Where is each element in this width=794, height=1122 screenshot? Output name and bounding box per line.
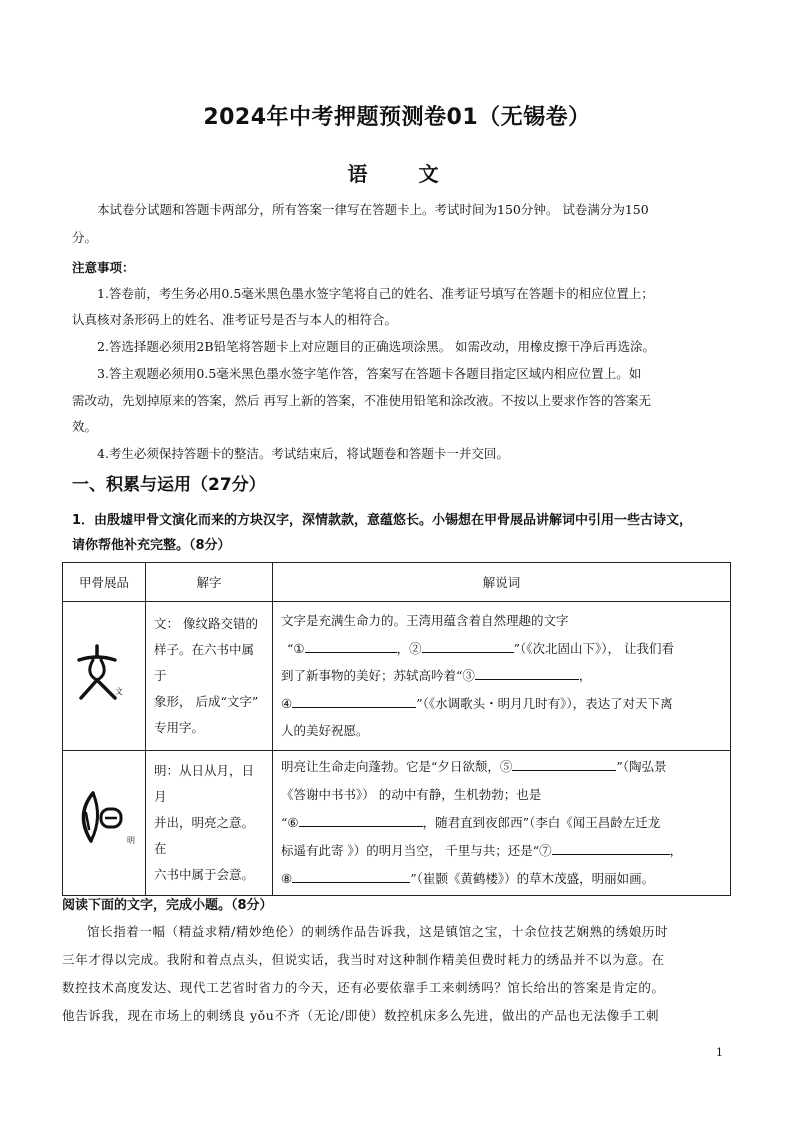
notice-item-3b: 需改动，先划掉原来的答案，然后 再写上新的答案，不准使用铅笔和涂改液。不按以上要求作答的答案无 <box>72 393 651 408</box>
question-1 <box>72 508 732 558</box>
commentary-text: ”（《次北固山下》）， 让我们看 <box>513 640 674 656</box>
commentary-line <box>281 809 722 837</box>
notice-heading: 注意事项： <box>72 260 135 275</box>
commentary-text: ”（《水调歌头・明月几时有》），表达了对天下离 <box>416 695 673 711</box>
notice-item-1b: 认真核对条形码上的姓名、准考证号是否与本人的相符合。 <box>72 312 398 327</box>
passage-line: 三年才得以完成。我附和着点点头，但说实话，我当时对这种制作精美但费时耗力的绣品并不以为意。在 <box>62 952 665 967</box>
page-number: 1 <box>716 1046 723 1059</box>
commentary-line: 《答谢中书书》） 的动中有静，生机勃勃；也是 <box>281 787 542 802</box>
glyph-label-wen: 文 <box>115 687 123 696</box>
analysis-line: 象形， 后成“文字” <box>154 694 259 709</box>
notice-item-4: 4.考生必须保持答题卡的整洁。考试结束后，将试题卷和答题卡一并交回。 <box>97 446 509 461</box>
analysis-line: 样子。在六书中属于 <box>154 642 255 683</box>
reading-heading: 阅读下面的文字，完成小题。（8分） <box>62 898 273 913</box>
commentary-text: ，② <box>396 640 422 656</box>
commentary-line <box>281 837 722 865</box>
commentary-line <box>281 753 722 781</box>
analysis-line: 并出，明亮之意。在 <box>154 815 255 856</box>
analysis-cell-wen <box>146 602 273 751</box>
analysis-cell-ming <box>146 751 273 896</box>
fill-blank-5[interactable] <box>512 756 616 771</box>
commentary-line: 人的美好祝愿。 <box>281 723 369 739</box>
section-heading: 一、积累与运用（27分） <box>72 475 266 495</box>
fill-blank-1[interactable] <box>305 638 397 653</box>
commentary-line <box>281 635 722 663</box>
page-title: 2024年中考押题预测卷01（无锡卷） <box>203 105 591 130</box>
subject-heading: 语 文 <box>347 162 461 186</box>
commentary-text: ， <box>669 843 683 858</box>
notice-item-2: 2.答选择题必须用2B铅笔将答题卡上对应题目的正确选项涂黑。 如需改动，用橡皮擦干净后再选涂。 <box>97 339 656 354</box>
fill-blank-7[interactable] <box>552 840 670 855</box>
fill-blank-2[interactable] <box>422 638 514 653</box>
question-1-line-2: 请你帮他补充完整。（8分） <box>72 538 231 553</box>
commentary-text: ， <box>578 668 592 684</box>
analysis-line: 专用字。 <box>154 720 205 735</box>
notice-item-3c: 效。 <box>72 419 98 434</box>
fill-blank-3[interactable] <box>475 665 579 680</box>
commentary-line <box>281 865 722 893</box>
reading-passage <box>62 918 732 1030</box>
commentary-cell-wen <box>273 602 731 751</box>
glyph-cell-ming <box>63 751 146 896</box>
oracle-glyph-ming-image <box>73 789 129 845</box>
question-1-line-1: 1．由殷墟甲骨文演化而来的方块汉字，深情款款，意蕴悠长。小锡想在甲骨展品讲解词中引用一些古诗文， <box>72 513 693 528</box>
passage-line: 数控技术高度发达、现代工艺省时省力的今天，还有必要依靠手工来刺绣吗？馆长给出的答案是肯定的。 <box>62 980 665 995</box>
fill-blank-6[interactable] <box>299 812 423 827</box>
intro-line-1: 本试卷分试题和答题卡两部分，所有答案一律写在答题卡上。考试时间为150分钟。 试卷满分为150 <box>97 202 649 217</box>
commentary-text: “① <box>287 640 305 656</box>
commentary-text: ⑧ <box>281 871 293 886</box>
table-header-row <box>63 563 731 602</box>
commentary-text: ”（崔颢《黄鹤楼》）的草木茂盛，明丽如画。 <box>410 871 655 886</box>
commentary-text: “⑥ <box>281 815 299 830</box>
table-header-cell: 解说词 <box>273 563 731 602</box>
commentary-line: 文字是充满生命力的。王湾用蕴含着自然理趣的文字 <box>281 613 569 629</box>
table-header-cell: 解字 <box>146 563 273 602</box>
commentary-text: 明亮让生命走向蓬勃。它是“夕日欲颓，⑤ <box>281 759 513 774</box>
commentary-line <box>281 662 722 690</box>
passage-line: 他告诉我，现在市场上的刺绣良 yǒu不齐（无论/即使）数控机床多么先进，做出的产品也无法像手工刺 <box>62 1008 660 1023</box>
passage-line: 馆长指着一幅（精益求精/精妙绝伦）的刺绣作品告诉我，这是镇馆之宝，十余位技艺娴熟的绣娘历时 <box>87 924 669 939</box>
glyph-label-ming: 明 <box>127 836 135 845</box>
table-row <box>63 602 731 751</box>
table-row <box>63 751 731 896</box>
commentary-text: 到了新事物的美好；苏轼高吟着“③ <box>281 668 475 684</box>
oracle-bone-table <box>62 562 731 896</box>
fill-blank-4[interactable] <box>292 693 416 708</box>
glyph-cell-wen <box>63 602 146 751</box>
oracle-glyph-wen-image <box>73 640 121 700</box>
commentary-text: 标遥有此寄 》）的明月当空， 千里与共；还是“⑦ <box>281 843 552 858</box>
notice-item-3a: 3.答主观题必须用0.5毫米黑色墨水签字笔作答，答案写在答题卡各题目指定区域内相应位置上。如 <box>97 366 642 381</box>
fill-blank-8[interactable] <box>292 868 410 883</box>
analysis-line: 六书中属于会意。 <box>154 867 255 882</box>
intro-line-2: 分。 <box>72 230 98 245</box>
analysis-line: 文： 像纹路交错的 <box>154 616 258 631</box>
commentary-cell-ming <box>273 751 731 896</box>
commentary-line <box>281 690 722 718</box>
notice-item-1a: 1.答卷前，考生务必用0.5毫米黑色墨水签字笔将自己的姓名、准考证号填写在答题卡的相应位置上； <box>97 286 654 301</box>
analysis-line: 明：从日从月，日月 <box>154 763 255 804</box>
commentary-text: ，随君直到夜郎西”（李白《闻王昌龄左迁龙 <box>422 815 661 830</box>
table-header-cell: 甲骨展品 <box>63 563 146 602</box>
commentary-text: ”（陶弘景 <box>616 759 667 774</box>
commentary-text: ④ <box>281 695 293 711</box>
